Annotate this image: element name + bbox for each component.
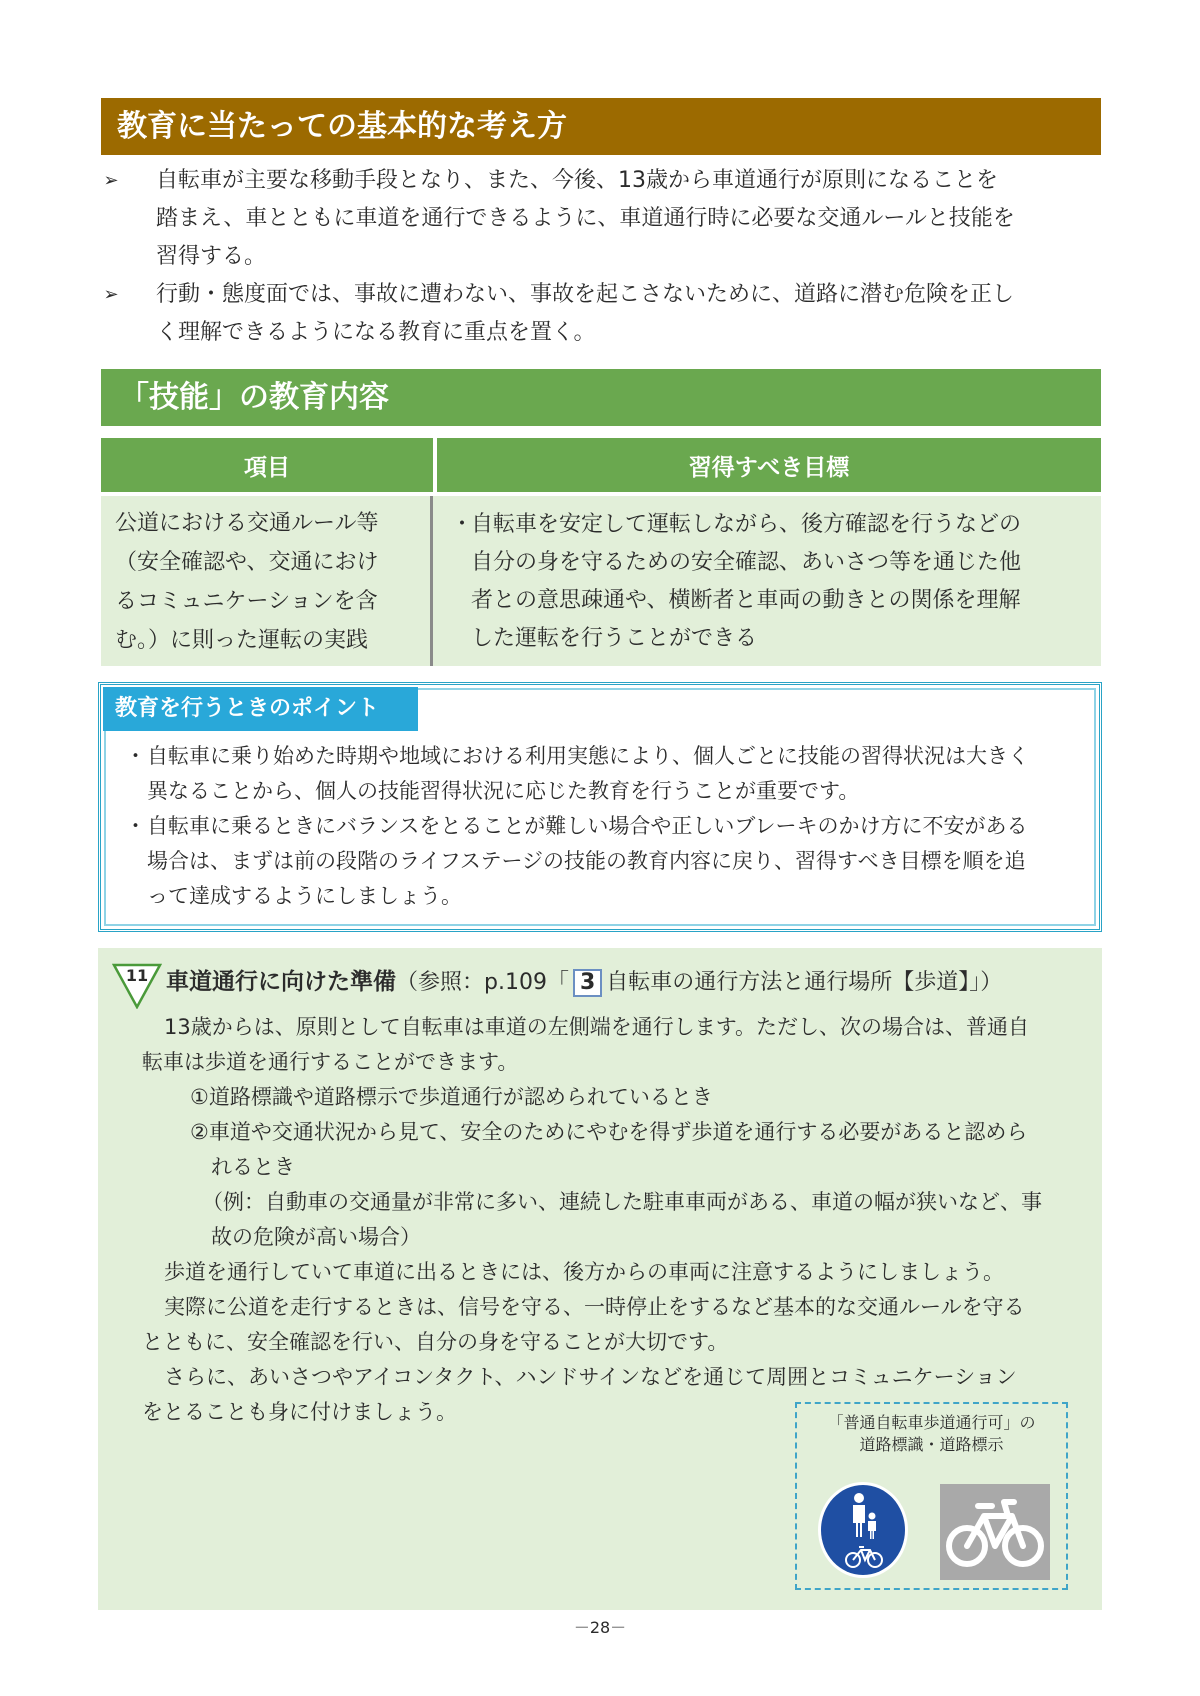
table-cell-goal: ・ 自転車を安定して運転しながら、後方確認を行うなどの 自分の身を守るための安全確認、あいさつ等を通じた他 者との意思疎通や、横断者と車両の動きとの関係を理解 した運転を行うことができる <box>433 496 1097 666</box>
table-header-goal: 習得すべき目標 <box>437 438 1101 492</box>
list-item: ➢ 自転車が主要な移動手段となり、また、今後、13歳から車道通行が原則になることを 踏まえ、車とともに車道を通行できるように、車道通行時に必要な交通ルールと技能を 習得する。 <box>101 162 1111 276</box>
arrow-bullet-icon: ➢ <box>103 284 119 305</box>
table-row <box>101 496 1101 666</box>
table-header-row <box>101 438 1101 492</box>
bullet-dot-icon: ・ <box>125 814 146 838</box>
list-item: ・ 自転車に乗り始めた時期や地域における利用実態により、個人ごとに技能の習得状況は大きく 異なることから、個人の技能習得状況に応じた教育を行うことが重要です。 <box>125 739 1085 809</box>
skills-table <box>101 438 1101 666</box>
arrow-bullet-icon: ➢ <box>103 170 119 191</box>
teaching-points-title: 教育を行うときのポイント <box>103 687 418 731</box>
section-title-skills: 「技能」の教育内容 <box>101 369 1101 426</box>
teaching-points-list <box>125 739 1085 914</box>
note-number: 11 <box>125 966 149 985</box>
page-number: －28－ <box>573 1618 627 1637</box>
note-heading: 車道通行に向けた準備（参照：p.109「 3 自転車の通行方法と通行場所【歩道】」） <box>166 969 1003 995</box>
basic-approach-list <box>101 162 1111 352</box>
table-header-item: 項目 <box>101 438 433 492</box>
list-item: ・ 自転車に乗るときにバランスをとることが難しい場合や正しいブレーキのかけ方に不安がある 場合は、まずは前の段階のライフステージの技能の教育内容に戻り、習得すべき目標を順を追 って達成するようにしましょう。 <box>125 809 1085 914</box>
table-cell-item: 公道における交通ルール等 （安全確認や、交通におけ るコミュニケーションを含 む。）に則った運転の実践 <box>101 496 433 666</box>
note-title: 車道通行に向けた準備 <box>166 969 396 995</box>
section-title-basic-approach: 教育に当たっての基本的な考え方 <box>101 98 1101 155</box>
bullet-dot-icon: ・ <box>125 744 146 768</box>
bicycle-road-marking-icon <box>940 1484 1050 1580</box>
road-sign-caption: 「普通自転車歩道通行可」の 道路標識・道路標示 <box>827 1413 1036 1454</box>
bullet-dot-icon: ・ <box>451 512 474 537</box>
pedestrian-bicycle-sign-icon <box>815 1480 911 1580</box>
number-triangle-badge <box>112 963 162 1009</box>
reference-number-badge: 3 <box>573 969 602 997</box>
list-item: ➢ 行動・態度面では、事故に遭わない、事故を起こさないために、道路に潜む危険を正し く理解できるようになる教育に重点を置く。 <box>101 276 1111 352</box>
note-body: 13歳からは、原則として自転車は車道の左側端を通行します。ただし、次の場合は、普通自 転車は歩道を通行することができます。 ①道路標識や道路標示で歩道通行が認められているとき ②車道や交通状況から見て、安全のためにやむを得ず歩道を通行する必要があると認めら れるとき （例：自動車の交通量が非常に多い、連続した駐車車両がある、車道の幅が狭いなど、事 故の危険が高い場合） 歩道を通行していて車道に出るときには、後方からの車両に注意するようにしましょう。 実際に公道を走行するときは、信号を守る、一時停止をするなど基本的な交通ルールを守る とともに、安全確認を行い、自分の身を守ることが大切です。 さらに、あいさつやアイコンタクト、ハンドサインなどを通じて周囲とコミュニケーション をとることも身に付けましょう。 <box>142 1015 1042 1424</box>
